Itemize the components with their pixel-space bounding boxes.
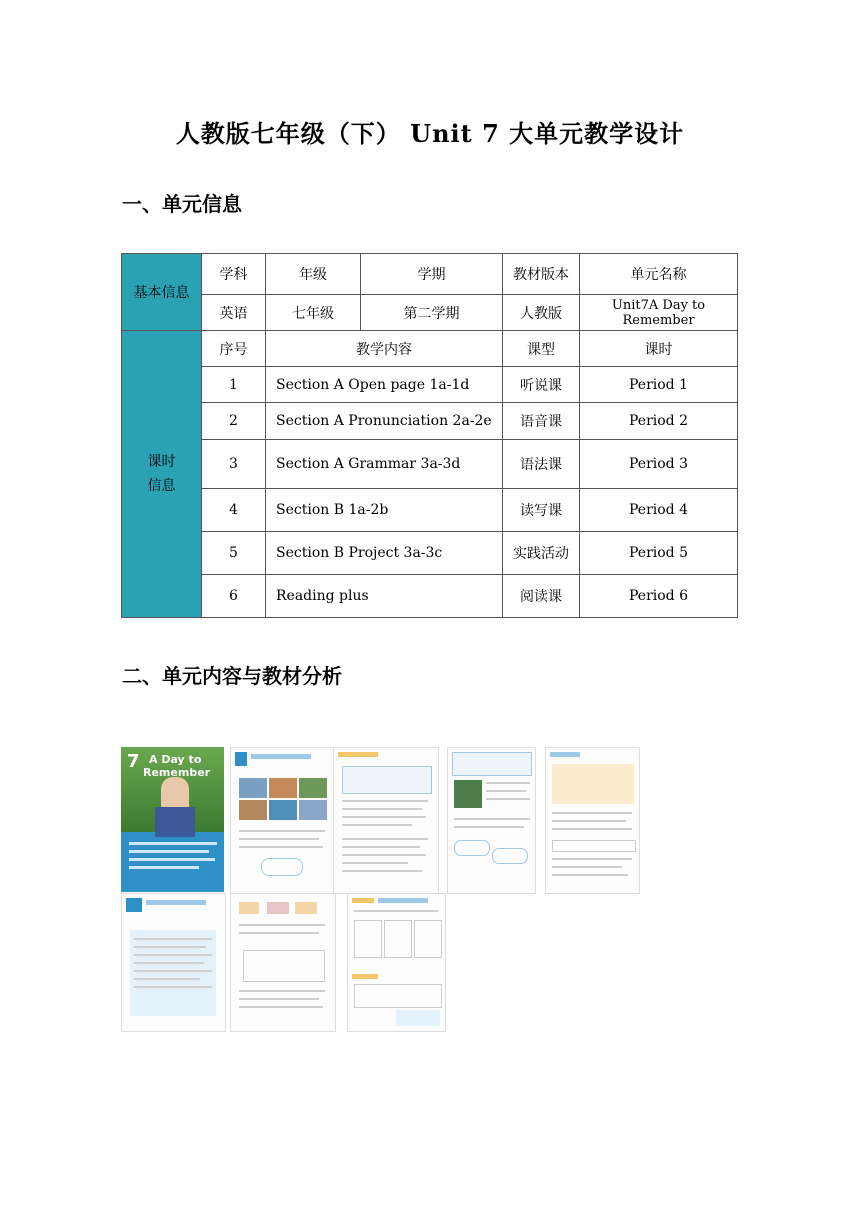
table-cell: Section B 1a-2b	[266, 489, 503, 532]
section-heading-unit-info: 一、单元信息	[122, 192, 242, 216]
table-row	[122, 575, 738, 618]
table-cell: Period 5	[580, 532, 738, 575]
table-cell: Period 4	[580, 489, 738, 532]
unit-number: 7	[127, 751, 140, 772]
table-cell: 人教版	[503, 295, 580, 331]
textbook-page-thumbnail	[230, 893, 336, 1032]
table-cell: 听说课	[503, 367, 580, 403]
textbook-page-thumbnail	[347, 893, 446, 1032]
table-cell: 英语	[202, 295, 266, 331]
table-cell: 2	[202, 403, 266, 440]
table-cell: 3	[202, 440, 266, 489]
table-cell: 教材版本	[503, 254, 580, 295]
table-cell: 1	[202, 367, 266, 403]
table-cell: Section A Open page 1a-1d	[266, 367, 503, 403]
textbook-page-thumbnail	[545, 747, 640, 894]
table-cell: 实践活动	[503, 532, 580, 575]
table-cell: Unit7A Day to Remember	[580, 295, 738, 331]
table-cell: Section B Project 3a-3c	[266, 532, 503, 575]
table-cell: Period 1	[580, 367, 738, 403]
table-row	[122, 532, 738, 575]
table-cell: 课型	[503, 331, 580, 367]
unit-info-table	[121, 253, 738, 618]
textbook-page-thumbnail	[333, 747, 439, 894]
table-cell: Section A Grammar 3a-3d	[266, 440, 503, 489]
table-cell: 年级	[266, 254, 361, 295]
unit-cover-thumbnail	[121, 747, 224, 892]
textbook-page-thumbnail	[121, 893, 226, 1032]
table-cell: 语音课	[503, 403, 580, 440]
table-row	[122, 254, 738, 295]
basic-info-label: 基本信息	[122, 254, 202, 331]
table-cell: 七年级	[266, 295, 361, 331]
table-cell: 学期	[361, 254, 503, 295]
table-cell: Reading plus	[266, 575, 503, 618]
table-cell: 教学内容	[266, 331, 503, 367]
table-cell: 4	[202, 489, 266, 532]
table-row	[122, 489, 738, 532]
table-cell: Period 3	[580, 440, 738, 489]
table-cell: 6	[202, 575, 266, 618]
cover-title-line2: Remember	[143, 766, 211, 779]
period-info-label: 课时信息	[122, 331, 202, 618]
table-cell: 序号	[202, 331, 266, 367]
document-title: 人教版七年级（下） Unit 7 大单元教学设计	[175, 119, 685, 148]
table-row	[122, 367, 738, 403]
table-cell: 阅读课	[503, 575, 580, 618]
table-cell: 学科	[202, 254, 266, 295]
textbook-page-thumbnail	[447, 747, 536, 894]
table-cell: 单元名称	[580, 254, 738, 295]
table-cell: 语法课	[503, 440, 580, 489]
table-row	[122, 331, 738, 367]
table-cell: 课时	[580, 331, 738, 367]
section-heading-content-analysis: 二、单元内容与教材分析	[122, 664, 342, 688]
table-cell: Period 6	[580, 575, 738, 618]
table-cell: Period 2	[580, 403, 738, 440]
table-cell: Section A Pronunciation 2a-2e	[266, 403, 503, 440]
table-cell: 5	[202, 532, 266, 575]
textbook-page-thumbnail	[230, 747, 336, 894]
cover-title-line1: A Day to	[149, 753, 202, 766]
table-cell: 第二学期	[361, 295, 503, 331]
table-row	[122, 440, 738, 489]
table-cell: 读写课	[503, 489, 580, 532]
table-row	[122, 403, 738, 440]
table-row	[122, 295, 738, 331]
